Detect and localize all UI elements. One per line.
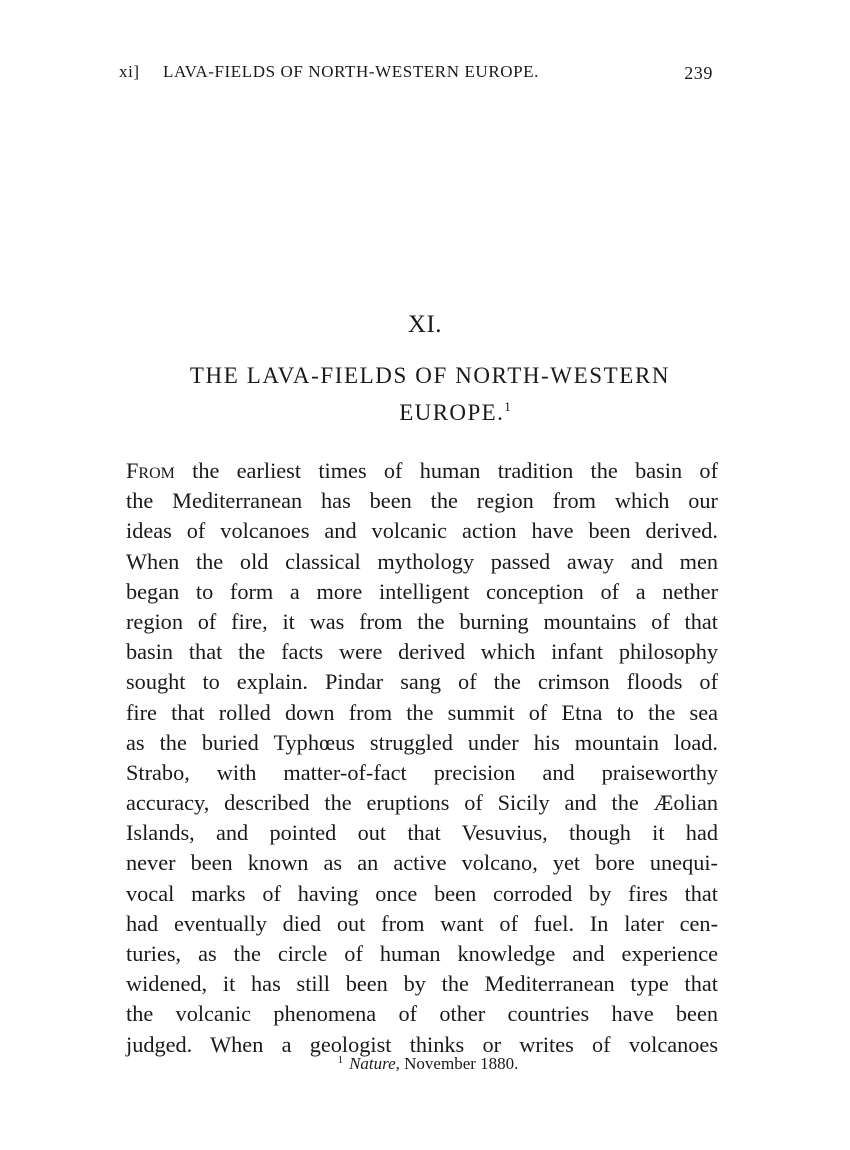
text-line: accuracy, described the eruptions of Sicily and the Æolian [126,790,718,816]
text-line: judged. When a geologist thinks or writes of volcanoes [126,1031,718,1057]
footnote-marker: 1 [337,1054,344,1066]
text-line: ideas of volcanoes and volcanic action have been derived. [126,518,718,544]
text-line: fire that rolled down from the summit of Etna to the sea [126,699,718,725]
text-line: the volcanic phenomena of other countries have been [126,1001,718,1027]
page-number: 239 [684,63,713,83]
running-head-chapter: xi] [119,62,140,81]
text-line-content: the earliest times of human tradition the basin of [174,458,718,483]
text-line [126,456,718,486]
drop-word: From [126,458,175,483]
text-line: began to form a more intelligent conception of a nether [126,578,718,604]
chapter-title-line-1: THE LAVA-FIELDS OF NORTH-WESTERN [189,363,671,388]
footnote-text: , November 1880. [395,1054,519,1073]
text-line: as the buried Typhœus struggled under his mountain load. [126,729,718,755]
chapter-title-text: EUROPE. [399,400,505,425]
text-line: region of fire, it was from the burning mountains of that [126,608,718,634]
chapter-title-line-2 [0,399,850,426]
text-line: sought to explain. Pindar sang of the crimson floods of [126,669,718,695]
footnote [0,1054,850,1074]
text-line: never been known as an active volcano, yet bore unequi- [126,850,718,876]
footnote-reference: 1 [504,399,511,414]
body-text [126,456,718,1060]
text-line: Islands, and pointed out that Vesuvius, though it had [126,820,718,846]
text-line: had eventually died out from want of fuel. In later cen- [126,910,718,936]
text-line: widened, it has still been by the Mediterranean type that [126,971,718,997]
text-line: basin that the facts were derived which infant philosophy [126,639,718,665]
running-head [119,62,713,90]
text-line: vocal marks of having once been corroded by fires that [126,880,718,906]
text-line: the Mediterranean has been the region from which our [126,488,718,514]
text-line: turies, as the circle of human knowledge and experience [126,941,718,966]
text-line: When the old classical mythology passed away and men [126,548,718,574]
text-line: Strabo, with matter-of-fact precision and praiseworthy [126,759,718,785]
chapter-number: XI. [407,311,443,338]
running-head-title: LAVA-FIELDS OF NORTH-WESTERN EUROPE. [163,62,540,81]
footnote-source: Nature [349,1054,396,1073]
